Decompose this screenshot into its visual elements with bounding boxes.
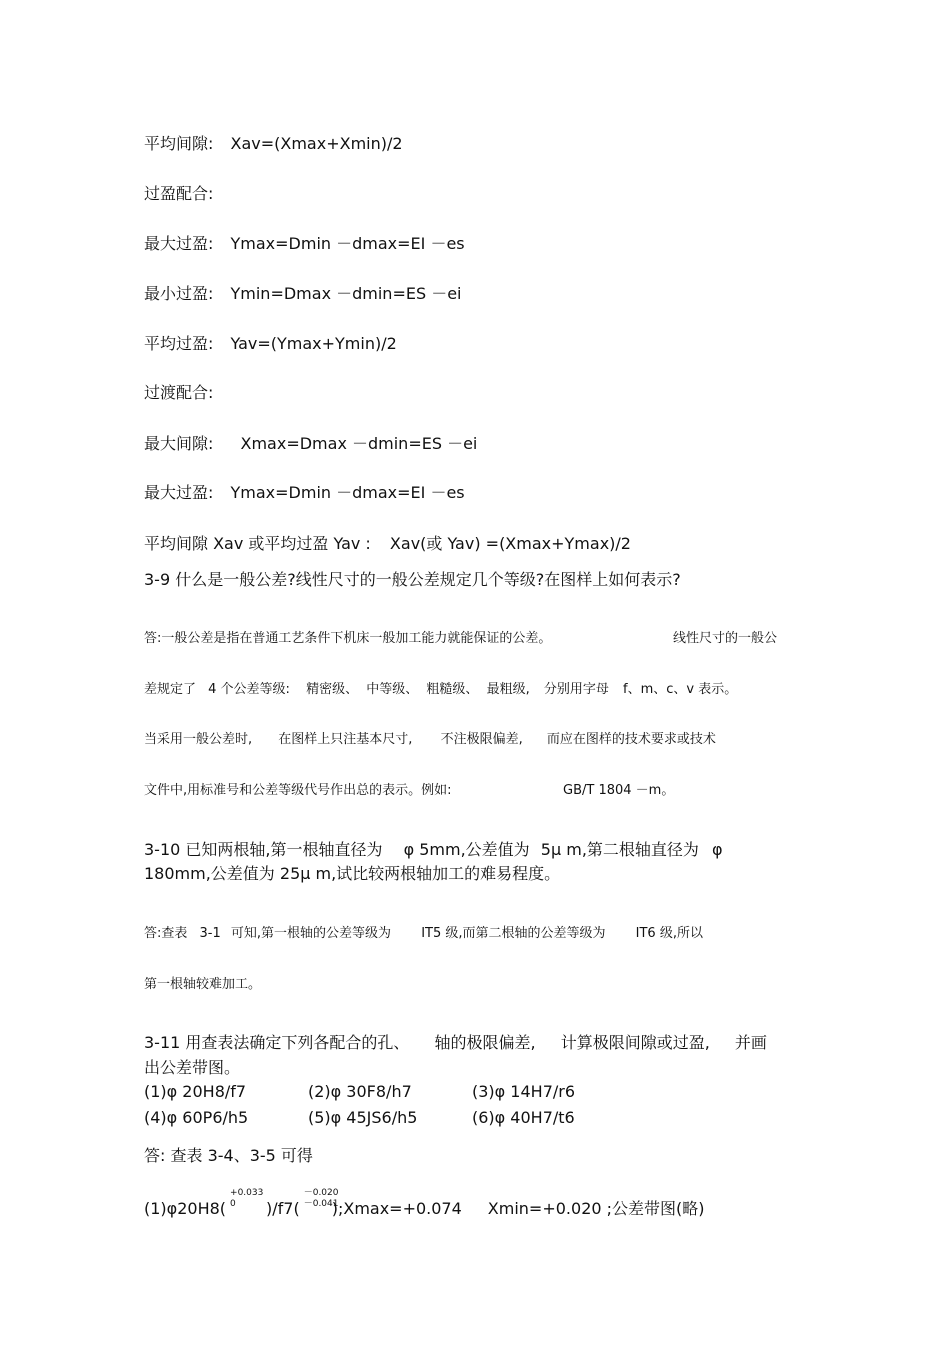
question-3-11-text: 轴的极限偏差, bbox=[434, 1033, 536, 1052]
answer-3-9-text: 文件中,用标准号和公差等级代号作出总的表示。例如: bbox=[144, 783, 452, 798]
answer-3-9-text: f、m、c、v 表示。 bbox=[623, 682, 738, 697]
hole-upper-deviation: +0.033 bbox=[230, 1187, 264, 1198]
fit-item: (3)φ 14H7/r6 bbox=[472, 1082, 576, 1101]
answer-3-10-text: 可知,第一根轴的公差等级为 bbox=[230, 926, 392, 941]
avg-clearance-line bbox=[144, 134, 403, 154]
answer-3-9-line-2 bbox=[144, 680, 737, 700]
fit-items-row-1 bbox=[144, 1082, 575, 1102]
answer-3-9-text: 粗糙级、 bbox=[426, 682, 479, 697]
max-interference-line-2 bbox=[144, 483, 465, 503]
answer-3-9-text: 线性尺寸的一般公 bbox=[673, 631, 778, 646]
min-interference-formula: Ymin=Dmax －dmin=ES －ei bbox=[230, 284, 462, 303]
shaft-deviation bbox=[300, 1187, 339, 1220]
avg-mixed-label: 平均间隙 Xav 或平均过盈 Yav : bbox=[144, 534, 371, 553]
fit-item: (2)φ 30F8/h7 bbox=[308, 1082, 412, 1101]
answer-3-10-text: 3-1 bbox=[199, 926, 221, 941]
fit-item: (5)φ 45JS6/h5 bbox=[308, 1108, 418, 1127]
max-clearance-result: );Xmax=+0.074 bbox=[331, 1199, 462, 1218]
answer-3-9-text: 4 个公差等级: bbox=[208, 682, 290, 697]
answer-3-10-text: IT6 级,所以 bbox=[635, 926, 703, 941]
min-interference-line bbox=[144, 284, 462, 304]
max-clearance-label: 最大间隙: bbox=[144, 434, 214, 453]
answer-3-10-line-1 bbox=[144, 924, 703, 944]
answer-3-9-text: 当采用一般公差时, bbox=[144, 732, 253, 747]
answer-3-9-text: 不注极限偏差, bbox=[440, 732, 523, 747]
question-3-10-text: φ 5mm,公差值为 bbox=[403, 840, 530, 859]
fit-item: (1)φ 20H8/f7 bbox=[144, 1082, 247, 1101]
answer-3-9-text: 差规定了 bbox=[144, 682, 197, 697]
answer-3-9-text: 中等级、 bbox=[366, 682, 419, 697]
avg-interference-line bbox=[144, 334, 397, 354]
max-interference-line bbox=[144, 234, 465, 254]
question-3-11-line-1 bbox=[144, 1033, 767, 1053]
answer-3-9-text: 分别用字母 bbox=[543, 682, 609, 697]
question-3-11-text: 3-11 用查表法确定下列各配合的孔、 bbox=[144, 1033, 410, 1052]
hole-deviation bbox=[226, 1187, 266, 1220]
max-interference-label-2: 最大过盈: bbox=[144, 483, 214, 502]
max-interference-formula: Ymax=Dmin －dmax=EI －es bbox=[230, 234, 465, 253]
min-interference-label: 最小过盈: bbox=[144, 284, 214, 303]
answer-3-9-text: 最粗级, bbox=[486, 682, 530, 697]
answer-3-9-text: 答:一般公差是指在普通工艺条件下机床一般加工能力就能保证的公差。 bbox=[144, 631, 552, 646]
shaft-designation: )/f7( bbox=[266, 1199, 300, 1218]
avg-interference-label: 平均过盈: bbox=[144, 334, 214, 353]
fit-items-row-2 bbox=[144, 1108, 575, 1128]
question-3-10-line-1 bbox=[144, 840, 723, 860]
question-3-11-text: 并画 bbox=[734, 1033, 767, 1052]
question-3-10-text: φ bbox=[712, 840, 723, 859]
shaft-lower-deviation: －0.041 bbox=[303, 1198, 339, 1209]
fit-item: (6)φ 40H7/t6 bbox=[472, 1108, 575, 1127]
transition-fit-heading: 过渡配合: bbox=[144, 383, 214, 402]
question-3-10-text: 5μ m,第二根轴直径为 bbox=[540, 840, 699, 859]
question-3-11-line-2: 出公差带图。 bbox=[144, 1058, 241, 1077]
answer-3-10-text: 答:查表 bbox=[144, 926, 188, 941]
avg-interference-formula: Yav=(Ymax+Ymin)/2 bbox=[230, 334, 397, 353]
answer-3-9-text: 在图样上只注基本尺寸, bbox=[278, 732, 413, 747]
hole-lower-deviation: 0 bbox=[230, 1198, 236, 1209]
answer-3-10-text: IT5 级,而第二根轴的公差等级为 bbox=[421, 926, 606, 941]
standard-reference: GB/T 1804 －m。 bbox=[563, 783, 675, 798]
avg-mixed-line bbox=[144, 534, 631, 554]
avg-clearance-formula: Xav=(Xmax+Xmin)/2 bbox=[230, 134, 403, 153]
answer-3-9-line-3 bbox=[144, 730, 716, 750]
max-clearance-formula: Xmax=Dmax －dmin=ES －ei bbox=[240, 434, 478, 453]
question-3-10-text: 3-10 已知两根轴,第一根轴直径为 bbox=[144, 840, 383, 859]
avg-clearance-label: 平均间隙: bbox=[144, 134, 214, 153]
max-interference-label: 最大过盈: bbox=[144, 234, 214, 253]
answer-3-9-line-4 bbox=[144, 781, 675, 801]
answer-3-9-line-1 bbox=[144, 629, 778, 649]
shaft-upper-deviation: －0.020 bbox=[303, 1187, 339, 1198]
min-clearance-result: Xmin=+0.020 ;公差带图(略) bbox=[487, 1199, 705, 1218]
answer-3-11-intro: 答: 查表 3-4、3-5 可得 bbox=[144, 1146, 313, 1165]
avg-mixed-formula: Xav(或 Yav) =(Xmax+Ymax)/2 bbox=[389, 534, 631, 553]
max-interference-formula-2: Ymax=Dmin －dmax=EI －es bbox=[230, 483, 465, 502]
question-3-10-line-2: 180mm,公差值为 25μ m,试比较两根轴加工的难易程度。 bbox=[144, 864, 561, 883]
answer-3-11-item-1 bbox=[144, 1187, 705, 1220]
question-3-9: 3-9 什么是一般公差?线性尺寸的一般公差规定几个等级?在图样上如何表示? bbox=[144, 570, 681, 589]
interference-fit-heading: 过盈配合: bbox=[144, 184, 214, 203]
max-clearance-line bbox=[144, 434, 477, 454]
hole-designation: (1)φ20H8( bbox=[144, 1199, 227, 1218]
answer-3-10-line-2: 第一根轴较难加工。 bbox=[144, 977, 262, 992]
answer-3-9-text: 而应在图样的技术要求或技术 bbox=[546, 732, 716, 747]
fit-item: (4)φ 60P6/h5 bbox=[144, 1108, 249, 1127]
answer-3-9-text: 精密级、 bbox=[306, 682, 359, 697]
question-3-11-text: 计算极限间隙或过盈, bbox=[560, 1033, 710, 1052]
